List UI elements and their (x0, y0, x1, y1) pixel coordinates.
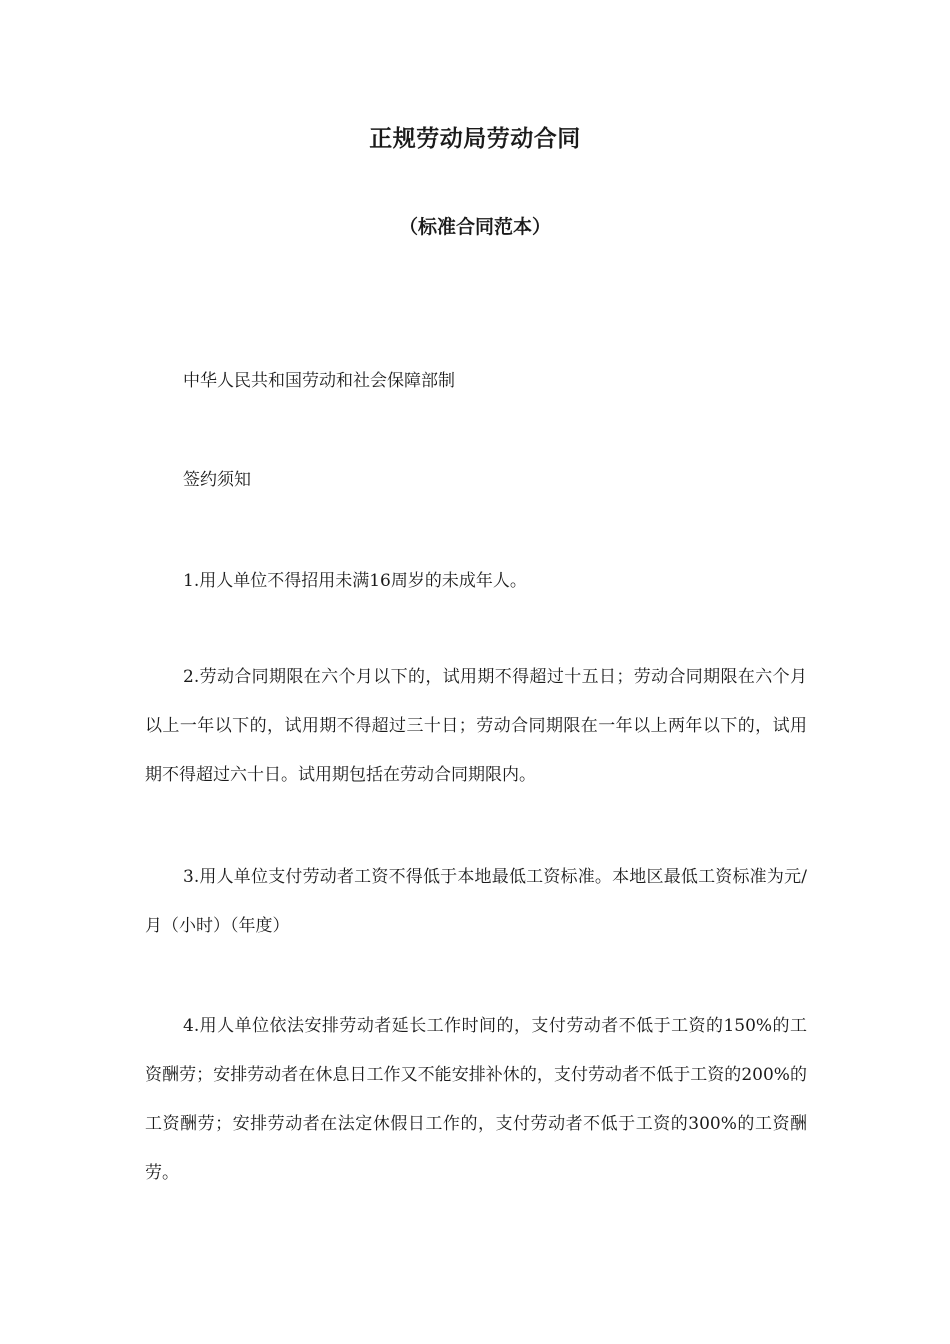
issuer-line: 中华人民共和国劳动和社会保障部制 (183, 371, 455, 391)
clause-3: 3.用人单位支付劳动者工资不得低于本地最低工资标准。本地区最低工资标准为元/月（小时）（年度） (145, 867, 807, 936)
document-subtitle: （标准合同范本） (398, 216, 551, 238)
clause-1: 1.用人单位不得招用未满16周岁的未成年人。 (183, 571, 527, 591)
section-heading: 签约须知 (183, 470, 251, 490)
clause-2: 2.劳动合同期限在六个月以下的，试用期不得超过十五日；劳动合同期限在六个月以上一年以下的，试用期不得超过三十日；劳动合同期限在一年以上两年以下的，试用期不得超过六十日。试用期包括在劳动合同期限内。 (145, 667, 807, 785)
document-title: 正规劳动局劳动合同 (369, 126, 581, 152)
clause-4: 4.用人单位依法安排劳动者延长工作时间的，支付劳动者不低于工资的150%的工资酬劳；安排劳动者在休息日工作又不能安排补休的，支付劳动者不低于工资的200%的工资酬劳；安排劳动者在法定休假日工作的，支付劳动者不低于工资的300%的工资酬劳。 (145, 1016, 807, 1183)
